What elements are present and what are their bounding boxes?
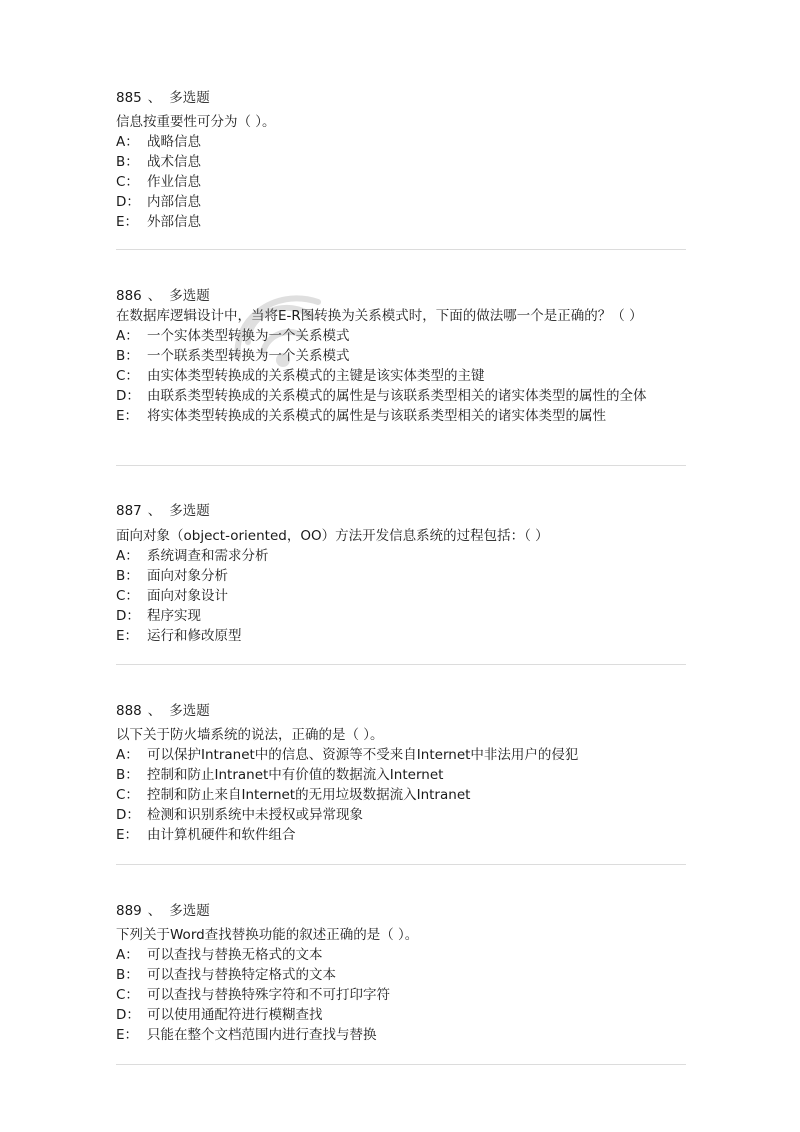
question-887: [116, 501, 686, 646]
option-letter: A：: [116, 134, 139, 150]
option-a: [116, 546, 686, 566]
option-text: 一个联系类型转换为一个关系模式: [147, 348, 350, 364]
option-letter: E：: [116, 214, 139, 230]
option-list: [116, 546, 686, 646]
question-divider: [116, 1064, 686, 1065]
option-e: [116, 1025, 686, 1045]
option-b: [116, 152, 686, 172]
option-letter: B：: [116, 767, 139, 783]
option-a: [116, 945, 686, 965]
option-letter: C：: [116, 987, 139, 1003]
question-separator: 、: [147, 90, 162, 106]
question-text: 面向对象（object-oriented，OO）方法开发信息系统的过程包括：（ ）: [116, 528, 549, 544]
option-text: 控制和防止Intranet中有价值的数据流入Internet: [147, 767, 444, 783]
option-text: 可以使用通配符进行模糊查找: [147, 1007, 323, 1023]
option-text: 检测和识别系统中未授权或异常现象: [147, 807, 363, 823]
option-b: [116, 965, 686, 985]
option-c: [116, 586, 686, 606]
question-type: 多选题: [169, 90, 210, 106]
option-a: [116, 132, 686, 152]
option-letter: E：: [116, 628, 139, 644]
question-number: 886: [116, 288, 142, 304]
option-text: 面向对象分析: [147, 568, 228, 584]
question-header: [116, 286, 686, 306]
option-letter: D：: [116, 807, 140, 823]
option-text: 内部信息: [147, 194, 201, 210]
option-b: [116, 566, 686, 586]
option-text: 程序实现: [147, 608, 201, 624]
question-header: [116, 88, 686, 108]
option-letter: D：: [116, 194, 140, 210]
option-text: 可以保护Intranet中的信息、资源等不受来自Internet中非法用户的侵犯: [147, 747, 579, 763]
option-letter: C：: [116, 174, 139, 190]
option-letter: A：: [116, 747, 139, 763]
option-d: [116, 1005, 686, 1025]
option-text: 作业信息: [147, 174, 201, 190]
question-number: 885: [116, 90, 142, 106]
option-d: [116, 606, 686, 626]
option-text: 由联系类型转换成的关系模式的属性是与该联系类型相关的诸实体类型的属性的全体: [147, 388, 647, 404]
option-e: [116, 212, 686, 232]
question-divider: [116, 465, 686, 466]
option-letter: E：: [116, 827, 139, 843]
option-b: [116, 346, 686, 366]
question-separator: 、: [147, 903, 162, 919]
question-separator: 、: [147, 288, 162, 304]
option-text: 由实体类型转换成的关系模式的主键是该实体类型的主键: [147, 368, 485, 384]
option-letter: B：: [116, 967, 139, 983]
option-d: [116, 805, 686, 825]
option-list: [116, 745, 686, 845]
option-d: [116, 192, 686, 212]
option-letter: B：: [116, 154, 139, 170]
option-c: [116, 366, 686, 386]
question-separator: 、: [147, 703, 162, 719]
option-list: [116, 132, 686, 232]
question-type: 多选题: [169, 503, 210, 519]
option-b: [116, 765, 686, 785]
option-text: 战略信息: [147, 134, 201, 150]
option-text: 外部信息: [147, 214, 201, 230]
option-text: 一个实体类型转换为一个关系模式: [147, 328, 350, 344]
option-letter: E：: [116, 1027, 139, 1043]
option-letter: D：: [116, 1007, 140, 1023]
option-text: 控制和防止来自Internet的无用垃圾数据流入Intranet: [147, 787, 471, 803]
option-letter: C：: [116, 588, 139, 604]
option-e: [116, 406, 686, 426]
option-letter: A：: [116, 328, 139, 344]
option-text: 运行和修改原型: [147, 628, 242, 644]
option-text: 可以查找与替换无格式的文本: [147, 947, 323, 963]
question-885: [116, 88, 686, 232]
option-d: [116, 386, 686, 406]
option-text: 面向对象设计: [147, 588, 228, 604]
question-type: 多选题: [169, 903, 210, 919]
question-text: 信息按重要性可分为（ ）。: [116, 114, 276, 130]
question-number: 887: [116, 503, 142, 519]
question-divider: [116, 864, 686, 865]
option-text: 只能在整个文档范围内进行查找与替换: [147, 1027, 377, 1043]
option-letter: C：: [116, 787, 139, 803]
option-c: [116, 172, 686, 192]
option-a: [116, 326, 686, 346]
question-type: 多选题: [169, 288, 210, 304]
question-separator: 、: [147, 503, 162, 519]
question-888: [116, 701, 686, 845]
option-text: 战术信息: [147, 154, 201, 170]
option-letter: A：: [116, 947, 139, 963]
option-a: [116, 745, 686, 765]
option-letter: D：: [116, 608, 140, 624]
option-letter: C：: [116, 368, 139, 384]
option-letter: A：: [116, 548, 139, 564]
option-e: [116, 825, 686, 845]
question-header: [116, 701, 686, 721]
question-number: 888: [116, 703, 142, 719]
option-text: 将实体类型转换成的关系模式的属性是与该联系类型相关的诸实体类型的属性: [147, 408, 606, 424]
option-list: [116, 326, 686, 426]
option-letter: B：: [116, 568, 139, 584]
question-divider: [116, 664, 686, 665]
question-889: [116, 901, 686, 1045]
option-letter: B：: [116, 348, 139, 364]
question-number: 889: [116, 903, 142, 919]
option-text: 由计算机硬件和软件组合: [147, 827, 296, 843]
option-text: 系统调查和需求分析: [147, 548, 269, 564]
option-c: [116, 985, 686, 1005]
question-header: [116, 501, 686, 521]
option-e: [116, 626, 686, 646]
question-text: 下列关于Word查找替换功能的叙述正确的是（ ）。: [116, 927, 419, 943]
option-c: [116, 785, 686, 805]
question-text: 以下关于防火墙系统的说法，正确的是（ ）。: [116, 727, 384, 743]
option-letter: D：: [116, 388, 140, 404]
option-text: 可以查找与替换特定格式的文本: [147, 967, 336, 983]
question-886: [116, 286, 686, 426]
question-type: 多选题: [169, 703, 210, 719]
question-divider: [116, 249, 686, 250]
option-letter: E：: [116, 408, 139, 424]
question-header: [116, 901, 686, 921]
option-list: [116, 945, 686, 1045]
question-text: 在数据库逻辑设计中，当将E-R图转换为关系模式时，下面的做法哪一个是正确的？（ ）: [116, 308, 643, 324]
option-text: 可以查找与替换特殊字符和不可打印字符: [147, 987, 390, 1003]
